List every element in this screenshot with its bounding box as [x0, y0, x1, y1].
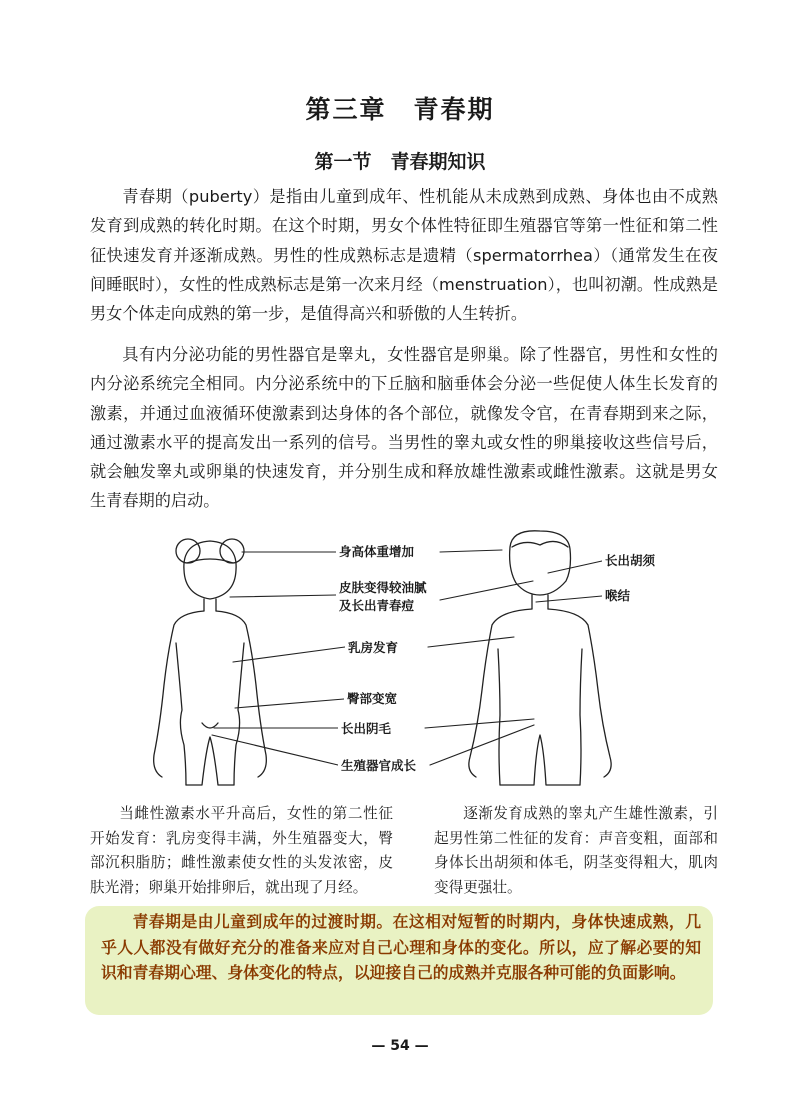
puberty-body-diagram	[140, 525, 700, 795]
label-breast: 乳房发育	[345, 639, 401, 656]
body-paragraph-endocrine: 具有内分泌功能的男性器官是睾丸，女性器官是卵巢。除了性器官，男性和女性的内分泌系统完全相同。内分泌系统中的下丘脑和脑垂体会分泌一些促使人体生长发育的激素，并通过血液循环使激素到达身体的各个部位，就像发令官，在青春期到来之际，通过激素水平的提高发出一系列的信号。当男性的睾丸或女性的卵巢接收这些信号后，就会触发睾丸或卵巢的快速发育，并分别生成和释放雄性激素或雌性激素。这就是男女生青春期的启动。	[90, 345, 718, 511]
label-pubic-hair: 长出阴毛	[338, 720, 394, 737]
boy-figure	[469, 531, 611, 785]
girl-figure	[154, 539, 267, 785]
label-beard: 长出胡须	[602, 552, 658, 569]
label-height-weight: 身高体重增加	[336, 543, 417, 560]
label-adams-apple: 喉结	[602, 587, 633, 604]
section-title: 第一节 青春期知识	[314, 151, 486, 173]
highlight-note-box	[85, 906, 713, 1015]
highlight-note-text: 青春期是由儿童到成年的过渡时期。在这相对短暂的时期内，身体快速成熟，几乎人人都没有做好充分的准备来应对自己心理和身体的变化。所以，应了解必要的知识和青春期心理、身体变化的特点，以迎接自己的成熟并克服各种可能的负面影响。	[101, 912, 701, 983]
chapter-title: 第三章 青春期	[305, 95, 495, 124]
body-paragraph-puberty: 青春期（puberty）是指由儿童到成年、性机能从未成熟到成熟、身体也由不成熟发育到成熟的转化时期。在这个时期，男女个体性特征即生殖器官等第一性征和第二性征快速发育并逐渐成熟。男性的性成熟标志是遗精（spermatorrhea）（通常发生在夜间睡眠时），女性的性成熟标志是第一次来月经（menstruation），也叫初潮。性成熟是男女个体走向成熟的第一步，是值得高兴和骄傲的人生转折。	[90, 187, 718, 324]
caption-male: 逐渐发育成熟的睾丸产生雄性激素，引起男性第二性征的发育：声音变粗，面部和身体长出胡须和体毛，阴茎变得粗大，肌肉变得更强壮。	[434, 805, 718, 896]
page-number: — 54 —	[371, 1038, 429, 1054]
caption-female: 当雌性激素水平升高后，女性的第二性征开始发育：乳房变得丰满，外生殖器变大，臀部沉积脂肪；雌性激素使女性的头发浓密，皮肤光滑；卵巢开始排卵后，就出现了月经。	[90, 805, 393, 896]
label-skin-oily: 皮肤变得较油腻	[336, 579, 430, 596]
label-hips: 臀部变宽	[344, 690, 400, 707]
label-acne: 及长出青春痘	[336, 597, 417, 614]
label-genitals: 生殖器官成长	[338, 757, 419, 774]
